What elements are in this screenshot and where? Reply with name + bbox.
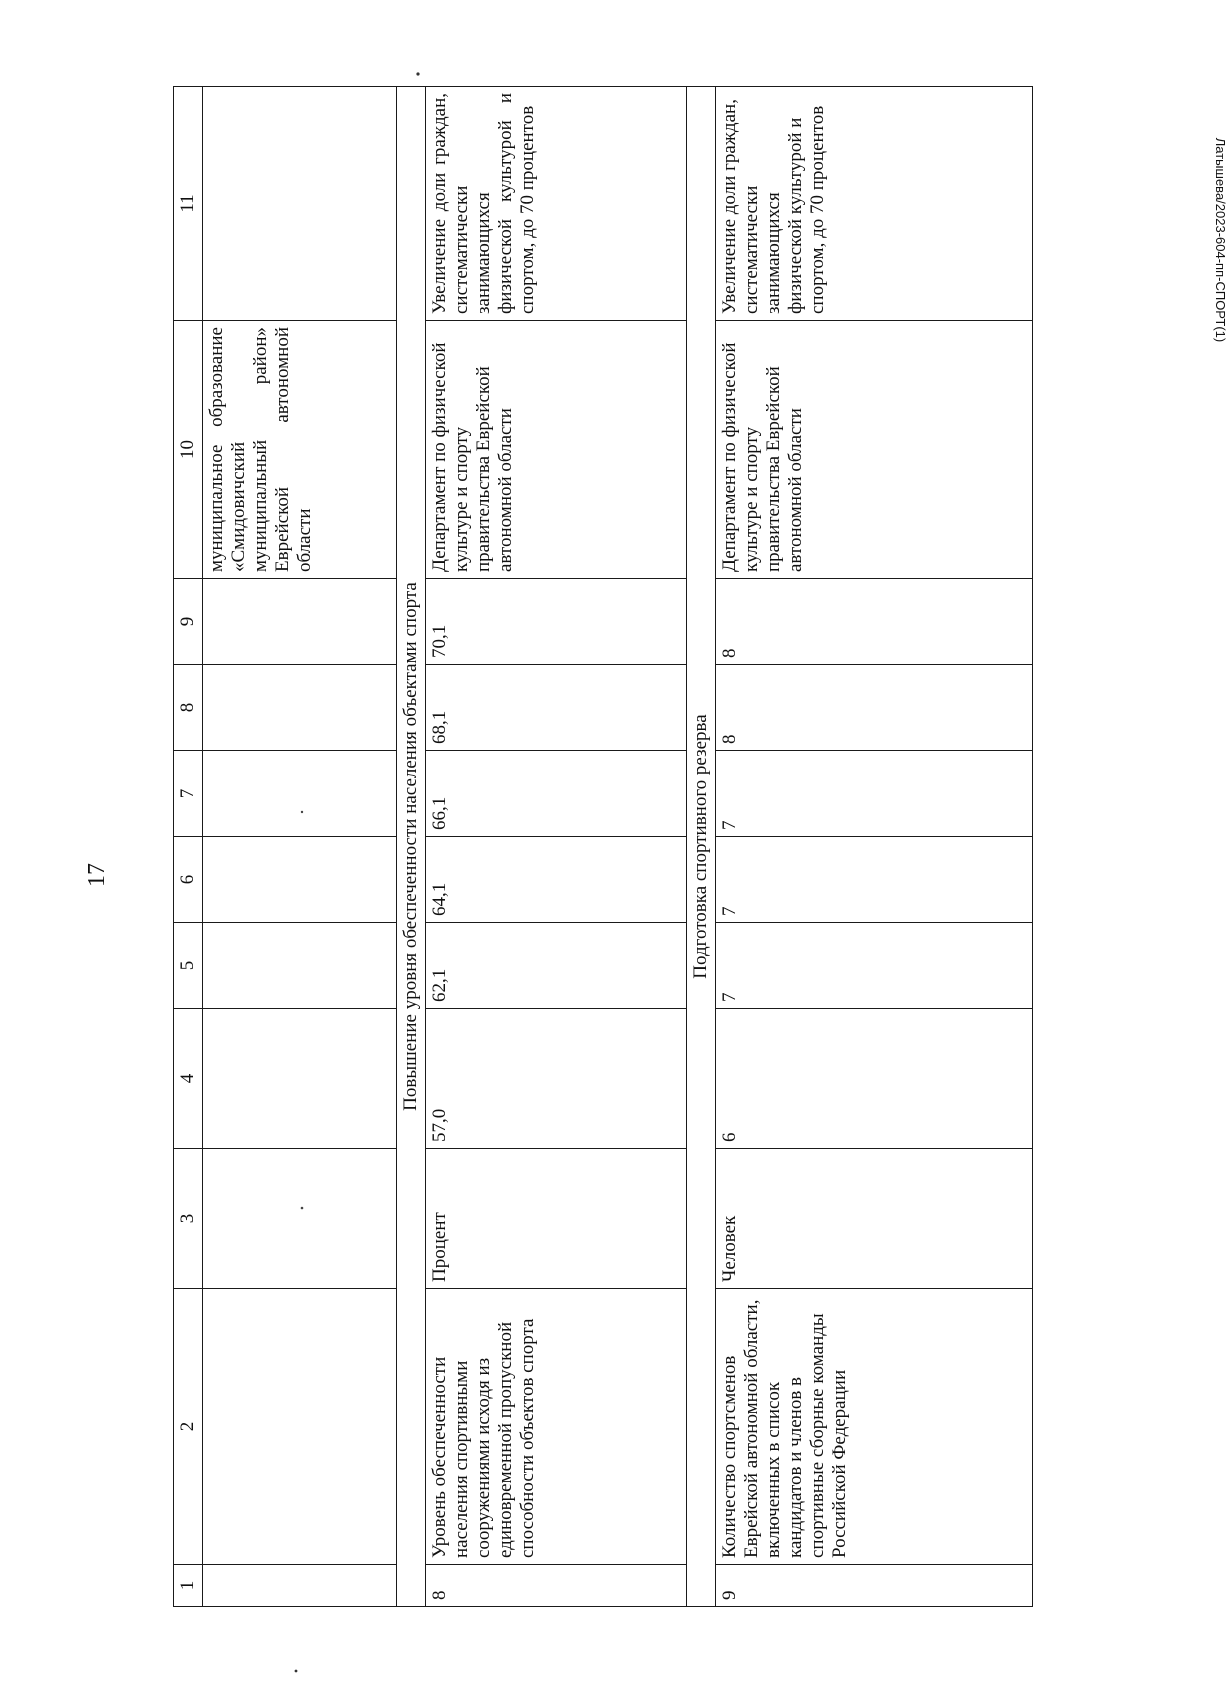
scan-speck (416, 72, 419, 75)
table-cell (202, 751, 396, 837)
value-cell: 6 (715, 1009, 1032, 1149)
result-cell: Увеличение доли граждан, систематически занимающихся физической культурой и спортом, до 70 процентов (425, 87, 687, 321)
table-cell (202, 1009, 396, 1149)
table-row (425, 87, 687, 1607)
value-cell: 68,1 (425, 665, 687, 751)
section-heading-row (396, 87, 425, 1607)
value-cell: 7 (715, 837, 1032, 923)
indicators-table (173, 86, 1033, 1607)
column-header: 4 (174, 1009, 203, 1149)
table-cell (202, 1289, 396, 1565)
table-cell (202, 837, 396, 923)
value-cell: 7 (715, 751, 1032, 837)
document-footer-id: Латышева/2023-604-пп-СПОРТ(1) (1213, 137, 1228, 343)
value-cell: 70,1 (425, 579, 687, 665)
row-number: 9 (715, 1565, 1032, 1607)
executor-cell: Департамент по физической культуре и спорту правительства Еврейской автономной области (425, 321, 687, 579)
column-header: 2 (174, 1289, 203, 1565)
column-header: 10 (174, 321, 203, 579)
column-header: 7 (174, 751, 203, 837)
executor-cell: Департамент по физической культуре и спорту правительства Еврейской автономной области (715, 321, 1032, 579)
result-cell: Увеличение доли граждан, систематически занимающихся физической культурой и спортом, до 70 процентов (715, 87, 1032, 321)
value-cell: 64,1 (425, 837, 687, 923)
value-cell: 7 (715, 923, 1032, 1009)
table-cell (202, 579, 396, 665)
unit-cell: Человек (715, 1149, 1032, 1289)
indicator-name: Уровень обеспеченности населения спортивными сооружениями исходя из единовременной пропускной способности объектов спорта (425, 1289, 687, 1565)
value-cell: 8 (715, 665, 1032, 751)
column-header: 11 (174, 87, 203, 321)
column-header: 8 (174, 665, 203, 751)
table-cell (202, 1149, 396, 1289)
section-title: Повышение уровня обеспеченности населения объектами спорта (396, 87, 425, 1607)
column-header: 9 (174, 579, 203, 665)
column-header: 1 (174, 1565, 203, 1607)
column-header: 3 (174, 1149, 203, 1289)
executor-cell: муниципальное образование «Смидовичский муниципальный район» Еврейской автономной области (202, 321, 396, 579)
table-cell (202, 665, 396, 751)
column-header: 6 (174, 837, 203, 923)
table-row (715, 87, 1032, 1607)
rotated-table-container (173, 87, 1033, 1607)
row-number: 8 (425, 1565, 687, 1607)
value-cell: 8 (715, 579, 1032, 665)
table-cell (202, 87, 396, 321)
table-cell (202, 923, 396, 1009)
value-cell: 66,1 (425, 751, 687, 837)
column-header: 5 (174, 923, 203, 1009)
unit-cell: Процент (425, 1149, 687, 1289)
page-number: 17 (84, 863, 110, 887)
table-cell (202, 1565, 396, 1607)
indicator-name: Количество спортсменов Еврейской автономной области, включенных в список кандидатов и членов в спортивные сборные команды Российской Федерации (715, 1289, 1032, 1565)
column-numbers-row (174, 87, 203, 1607)
value-cell: 62,1 (425, 923, 687, 1009)
value-cell: 57,0 (425, 1009, 687, 1149)
section-heading-row (687, 87, 716, 1607)
continuation-row (202, 87, 396, 1607)
scan-speck (295, 1670, 298, 1673)
section-title: Подготовка спортивного резерва (687, 87, 716, 1607)
